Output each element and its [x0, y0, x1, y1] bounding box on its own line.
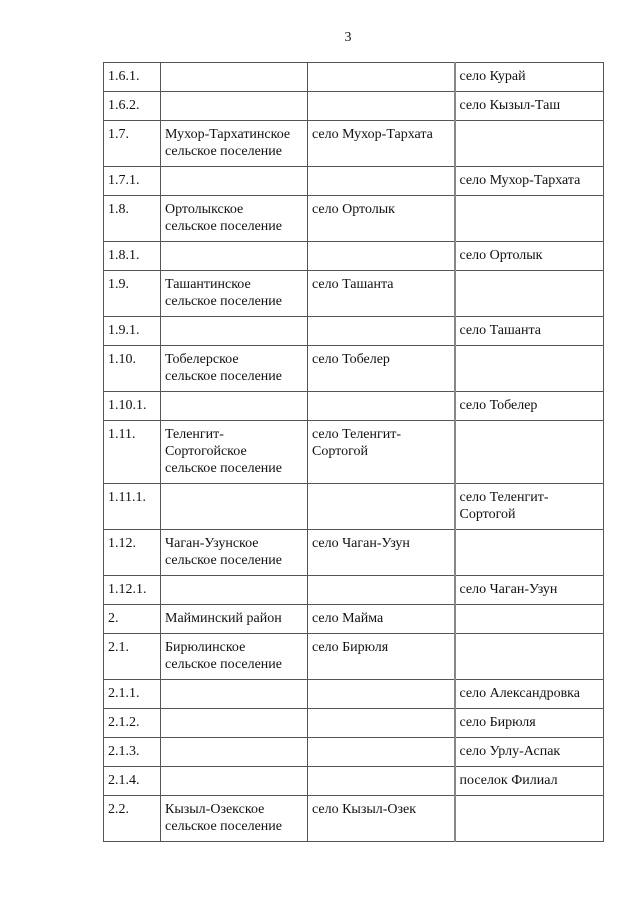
- administrative-center-cell: село Майма: [308, 605, 455, 634]
- row-number-cell: 2.1.2.: [104, 709, 161, 738]
- municipality-cell: [161, 709, 308, 738]
- administrative-center-cell: [308, 738, 455, 767]
- table-body: [104, 63, 604, 842]
- municipality-cell: Майминский район: [161, 605, 308, 634]
- administrative-center-cell: [308, 92, 455, 121]
- municipality-cell: [161, 317, 308, 346]
- settlement-cell: [455, 605, 604, 634]
- administrative-center-cell: село Чаган-Узун: [308, 530, 455, 576]
- row-number-cell: 1.11.1.: [104, 484, 161, 530]
- row-number-cell: 2.1.4.: [104, 767, 161, 796]
- table-row: [104, 346, 604, 392]
- settlement-cell: [455, 121, 604, 167]
- municipality-cell: [161, 680, 308, 709]
- administrative-center-cell: [308, 484, 455, 530]
- municipality-cell: [161, 576, 308, 605]
- settlement-cell: село Кызыл-Таш: [455, 92, 604, 121]
- table-row: [104, 738, 604, 767]
- settlement-cell: [455, 796, 604, 842]
- table-row: [104, 271, 604, 317]
- municipality-cell: Кызыл-Озекское сельское поселение: [161, 796, 308, 842]
- table-row: [104, 605, 604, 634]
- administrative-center-cell: [308, 576, 455, 605]
- municipality-cell: Тобелерское сельское поселение: [161, 346, 308, 392]
- table-row: [104, 484, 604, 530]
- table-row: [104, 92, 604, 121]
- settlement-cell: поселок Филиал: [455, 767, 604, 796]
- administrative-center-cell: село Теленгит- Сортогой: [308, 421, 455, 484]
- settlements-table: [103, 62, 604, 842]
- settlement-cell: [455, 346, 604, 392]
- table-row: [104, 167, 604, 196]
- settlement-cell: [455, 421, 604, 484]
- row-number-cell: 1.12.1.: [104, 576, 161, 605]
- administrative-center-cell: [308, 767, 455, 796]
- settlement-cell: село Мухор-Тархата: [455, 167, 604, 196]
- settlement-cell: село Курай: [455, 63, 604, 92]
- settlement-cell: [455, 634, 604, 680]
- page-number: 3: [344, 30, 352, 45]
- administrative-center-cell: село Мухор-Тархата: [308, 121, 455, 167]
- municipality-cell: [161, 92, 308, 121]
- row-number-cell: 2.1.: [104, 634, 161, 680]
- settlement-cell: село Чаган-Узун: [455, 576, 604, 605]
- administrative-center-cell: [308, 709, 455, 738]
- table-row: [104, 121, 604, 167]
- table-row: [104, 709, 604, 738]
- settlement-cell: село Урлу-Аспак: [455, 738, 604, 767]
- row-number-cell: 2.2.: [104, 796, 161, 842]
- table-row: [104, 317, 604, 346]
- administrative-center-cell: [308, 680, 455, 709]
- row-number-cell: 1.8.1.: [104, 242, 161, 271]
- table-row: [104, 421, 604, 484]
- settlement-cell: село Александровка: [455, 680, 604, 709]
- administrative-center-cell: село Бирюля: [308, 634, 455, 680]
- row-number-cell: 1.9.: [104, 271, 161, 317]
- row-number-cell: 1.7.1.: [104, 167, 161, 196]
- row-number-cell: 2.1.1.: [104, 680, 161, 709]
- row-number-cell: 2.: [104, 605, 161, 634]
- row-number-cell: 1.10.: [104, 346, 161, 392]
- municipality-cell: Теленгит- Сортогойское сельское поселение: [161, 421, 308, 484]
- table-row: [104, 634, 604, 680]
- table-row: [104, 767, 604, 796]
- settlement-cell: [455, 196, 604, 242]
- settlement-cell: [455, 271, 604, 317]
- municipality-cell: [161, 767, 308, 796]
- row-number-cell: 1.10.1.: [104, 392, 161, 421]
- table-row: [104, 680, 604, 709]
- administrative-center-cell: село Ташанта: [308, 271, 455, 317]
- row-number-cell: 2.1.3.: [104, 738, 161, 767]
- administrative-center-cell: село Тобелер: [308, 346, 455, 392]
- municipality-cell: Чаган-Узунское сельское поселение: [161, 530, 308, 576]
- table-row: [104, 530, 604, 576]
- municipality-cell: Ташантинское сельское поселение: [161, 271, 308, 317]
- settlement-cell: село Ташанта: [455, 317, 604, 346]
- settlement-cell: село Тобелер: [455, 392, 604, 421]
- row-number-cell: 1.8.: [104, 196, 161, 242]
- municipality-cell: [161, 738, 308, 767]
- administrative-center-cell: [308, 242, 455, 271]
- settlement-cell: село Ортолык: [455, 242, 604, 271]
- table-row: [104, 63, 604, 92]
- row-number-cell: 1.11.: [104, 421, 161, 484]
- administrative-center-cell: село Ортолык: [308, 196, 455, 242]
- administrative-center-cell: [308, 63, 455, 92]
- municipality-cell: [161, 242, 308, 271]
- settlement-cell: [455, 530, 604, 576]
- municipality-cell: [161, 167, 308, 196]
- table-row: [104, 576, 604, 605]
- row-number-cell: 1.12.: [104, 530, 161, 576]
- municipality-cell: [161, 63, 308, 92]
- administrative-center-cell: [308, 317, 455, 346]
- settlement-cell: село Теленгит- Сортогой: [455, 484, 604, 530]
- table-row: [104, 196, 604, 242]
- municipality-cell: [161, 392, 308, 421]
- row-number-cell: 1.7.: [104, 121, 161, 167]
- row-number-cell: 1.6.1.: [104, 63, 161, 92]
- administrative-center-cell: [308, 392, 455, 421]
- table-row: [104, 392, 604, 421]
- settlement-cell: село Бирюля: [455, 709, 604, 738]
- municipality-cell: [161, 484, 308, 530]
- municipality-cell: Бирюлинское сельское поселение: [161, 634, 308, 680]
- table-row: [104, 242, 604, 271]
- administrative-center-cell: [308, 167, 455, 196]
- municipality-cell: Мухор-Тархатинское сельское поселение: [161, 121, 308, 167]
- table-row: [104, 796, 604, 842]
- municipality-cell: Ортолыкское сельское поселение: [161, 196, 308, 242]
- administrative-center-cell: село Кызыл-Озек: [308, 796, 455, 842]
- row-number-cell: 1.9.1.: [104, 317, 161, 346]
- row-number-cell: 1.6.2.: [104, 92, 161, 121]
